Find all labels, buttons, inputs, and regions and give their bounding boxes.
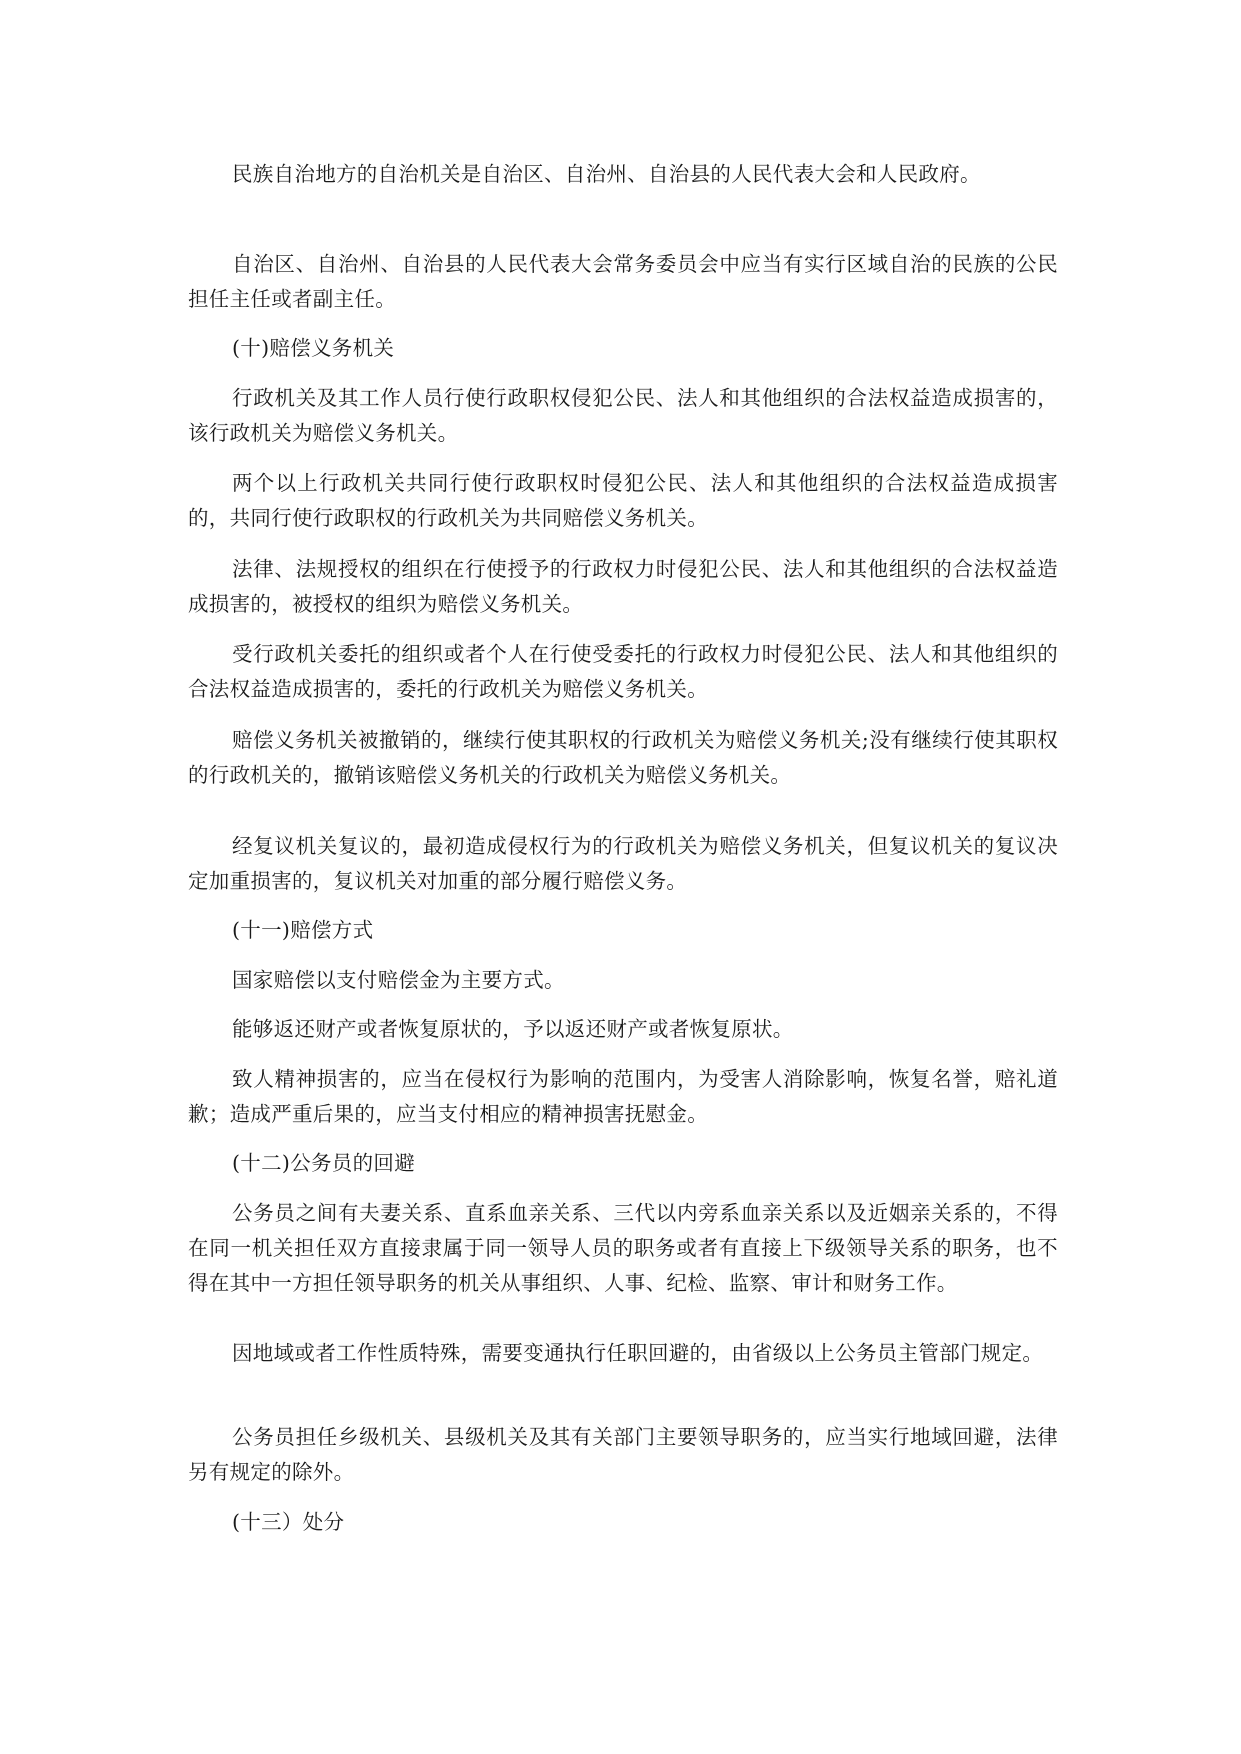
paragraph-mental-damage: 致人精神损害的，应当在侵权行为影响的范围内，为受害人消除影响，恢复名誉，赔礼道歉；造成严重后果的，应当支付相应的精神损害抚慰金。 [188,1067,1058,1126]
paragraph-restore-property: 能够返还财产或者恢复原状的，予以返还财产或者恢复原状。 [232,1017,794,1041]
paragraph-reconsideration: 经复议机关复议的，最初造成侵权行为的行政机关为赔偿义务机关，但复议机关的复议决定加重损害的，复议机关对加重的部分履行赔偿义务。 [188,834,1058,893]
paragraph-joint-compensation: 两个以上行政机关共同行使行政职权时侵犯公民、法人和其他组织的合法权益造成损害的，共同行使行政职权的行政机关为共同赔偿义务机关。 [188,471,1058,530]
paragraph-admin-organ-compensation: 行政机关及其工作人员行使行政职权侵犯公民、法人和其他组织的合法权益造成损害的，该行政机关为赔偿义务机关。 [188,386,1058,445]
paragraph-revoked-organ: 赔偿义务机关被撤销的，继续行使其职权的行政机关为赔偿义务机关;没有继续行使其职权的行政机关的，撤销该赔偿义务机关的行政机关为赔偿义务机关。 [188,728,1058,787]
section-heading-compensation-organ: (十)赔偿义务机关 [232,336,395,360]
section-heading-sanctions: (十三）处分 [232,1510,345,1534]
paragraph-flexible-recusal: 因地域或者工作性质特殊，需要变通执行任职回避的，由省级以上公务员主管部门规定。 [232,1341,1044,1365]
section-heading-compensation-method: (十一)赔偿方式 [232,918,374,942]
paragraph-compensation-payment: 国家赔偿以支付赔偿金为主要方式。 [232,968,565,992]
section-heading-recusal: (十二)公务员的回避 [232,1151,415,1175]
paragraph-standing-committee: 自治区、自治州、自治县的人民代表大会常务委员会中应当有实行区域自治的民族的公民担任主任或者副主任。 [188,252,1058,311]
paragraph-kinship-recusal: 公务员之间有夫妻关系、直系血亲关系、三代以内旁系血亲关系以及近姻亲关系的，不得在同一机关担任双方直接隶属于同一领导人员的职务或者有直接上下级领导关系的职务，也不得在其中一方担任领导职务的机关从事组织、人事、纪检、监察、审计和财务工作。 [188,1201,1058,1295]
paragraph-autonomous-organs: 民族自治地方的自治机关是自治区、自治州、自治县的人民代表大会和人民政府。 [232,162,981,186]
paragraph-entrusted-organization: 受行政机关委托的组织或者个人在行使受委托的行政权力时侵犯公民、法人和其他组织的合法权益造成损害的，委托的行政机关为赔偿义务机关。 [188,642,1058,701]
paragraph-regional-recusal: 公务员担任乡级机关、县级机关及其有关部门主要领导职务的，应当实行地域回避，法律另有规定的除外。 [188,1425,1058,1484]
paragraph-authorized-organization: 法律、法规授权的组织在行使授予的行政权力时侵犯公民、法人和其他组织的合法权益造成损害的，被授权的组织为赔偿义务机关。 [188,557,1058,616]
